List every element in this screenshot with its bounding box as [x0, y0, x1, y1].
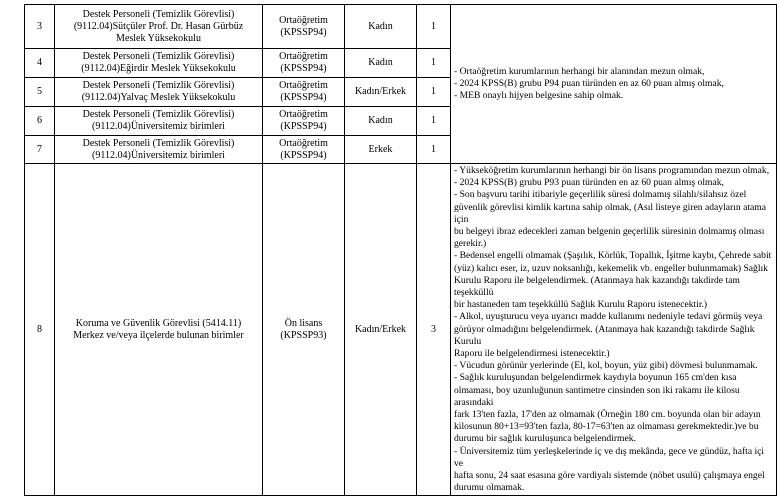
count-cell: 1: [417, 5, 451, 49]
gender-cell: Kadın: [345, 107, 417, 136]
position-cell: Destek Personeli (Temizlik Görevlisi) (9112.04)Yalvaç Meslek Yüksekokulu: [55, 78, 263, 107]
requirements-cell-group2: - Yükseköğretim kurumlarının herhangi bir ön lisans programından mezun olmak, - 2024 KPSS(B) grubu P93 puan türünden en az 60 puan almış olmak, - Son başvuru tarihi itibariyle geçerlilik süresi dolmamış silahlı/silahsız özel güvenlik görevlisi kimlik kartına sahip olmak, (Asıl listeye giren adayların atama için bu belgeyi ibraz edecekleri zaman belgenin geçerlilik süresinin dolmamış olması gerekir.) - Bedensel engelli olmamak (Şaşılık, Körlük, Topallık, İşitme kaybı, Çehrede sabit (yüz) kalıcı eser, iz, uzuv noksanlığı, kekemelik vb. engeller bulunmamak) Sağlık Kurulu Raporu ile belgelendirmek. (Atanmaya hak kazandığı takdirde tam teşekküllü bir hastaneden tam teşekküllü Sağlık Kurulu Raporu istenecektir.) - Alkol, uyuşturucu veya uyarıcı madde kullanımı nedeniyle tedavi görmüş veya görüyor olmadığını belgelendirmek. (Atanmaya hak kazandığı takdirde Sağlık Kurulu Raporu ile belgelendirmesi istenecektir.) - Vücudun görünür yerlerinde (El, kol, boyun, yüz gibi) dövmesi bulunmamak. - Sağlık kuruluşundan belgelendirmek kaydıyla boyunun 165 cm'den kısa olmaması, boy uzunluğunun santimetre cinsinden son iki rakamı ile kilosu arasındaki fark 13'ten fazla, 17'den az olmamak (Örneğin 180 cm. boyunda olan bir adayın kilosunun 80+13=93'ten fazla, 80-17=63'ten az olmaması gerekmektedir.)ve bu durumu bir sağlık kuruluşunca belgelendirmek. - Üniversitemiz tüm yerleşkelerinde iç ve dış mekânda, gece ve gündüz, hafta içi ve hafta sonu, 24 saat esasına göre vardiyalı sistemde (nöbet usulü) çalışmaya engel durumu olmamak.: [451, 164, 777, 496]
position-cell: Destek Personeli (Temizlik Görevlisi) (9112.04)Üniversitemiz birimleri: [55, 107, 263, 136]
education-cell: Ön lisans (KPSSP93): [263, 164, 345, 496]
row-number: 4: [25, 49, 55, 78]
gender-cell: Kadın/Erkek: [345, 78, 417, 107]
education-cell: Ortaöğretim (KPSSP94): [263, 107, 345, 136]
education-cell: Ortaöğretim (KPSSP94): [263, 49, 345, 78]
gender-cell: Kadın: [345, 49, 417, 78]
count-cell: 1: [417, 78, 451, 107]
count-cell: 1: [417, 49, 451, 78]
row-number: 6: [25, 107, 55, 136]
table-row: [25, 5, 777, 49]
row-number: 7: [25, 136, 55, 164]
count-cell: 3: [417, 164, 451, 496]
gender-cell: Kadın: [345, 5, 417, 49]
count-cell: 1: [417, 107, 451, 136]
requirements-cell-group1: - Ortaöğretim kurumlarının herhangi bir alanından mezun olmak, - 2024 KPSS(B) grubu P94 puan türünden en az 60 puan almış olmak, - MEB onaylı hijyen belgesine sahip olmak.: [451, 5, 777, 164]
gender-cell: Kadın/Erkek: [345, 164, 417, 496]
row-number: 8: [25, 164, 55, 496]
education-cell: Ortaöğretim (KPSSP94): [263, 5, 345, 49]
education-cell: Ortaöğretim (KPSSP94): [263, 136, 345, 164]
position-cell: Destek Personeli (Temizlik Görevlisi) (9112.04)Üniversitemiz birimleri: [55, 136, 263, 164]
row-number: 3: [25, 5, 55, 49]
position-cell: Destek Personeli (Temizlik Görevlisi) (9112.04)Eğirdir Meslek Yüksekokulu: [55, 49, 263, 78]
education-cell: Ortaöğretim (KPSSP94): [263, 78, 345, 107]
gender-cell: Erkek: [345, 136, 417, 164]
position-cell: Destek Personeli (Temizlik Görevlisi) (9112.04)Sütçüler Prof. Dr. Hasan Gürbüz Meslek Yüksekokulu: [55, 5, 263, 49]
row-number: 5: [25, 78, 55, 107]
count-cell: 1: [417, 136, 451, 164]
positions-table: [24, 4, 777, 496]
table-row: [25, 164, 777, 496]
position-cell: Koruma ve Güvenlik Görevlisi (5414.11) Merkez ve/veya ilçelerde bulunan birimler: [55, 164, 263, 496]
